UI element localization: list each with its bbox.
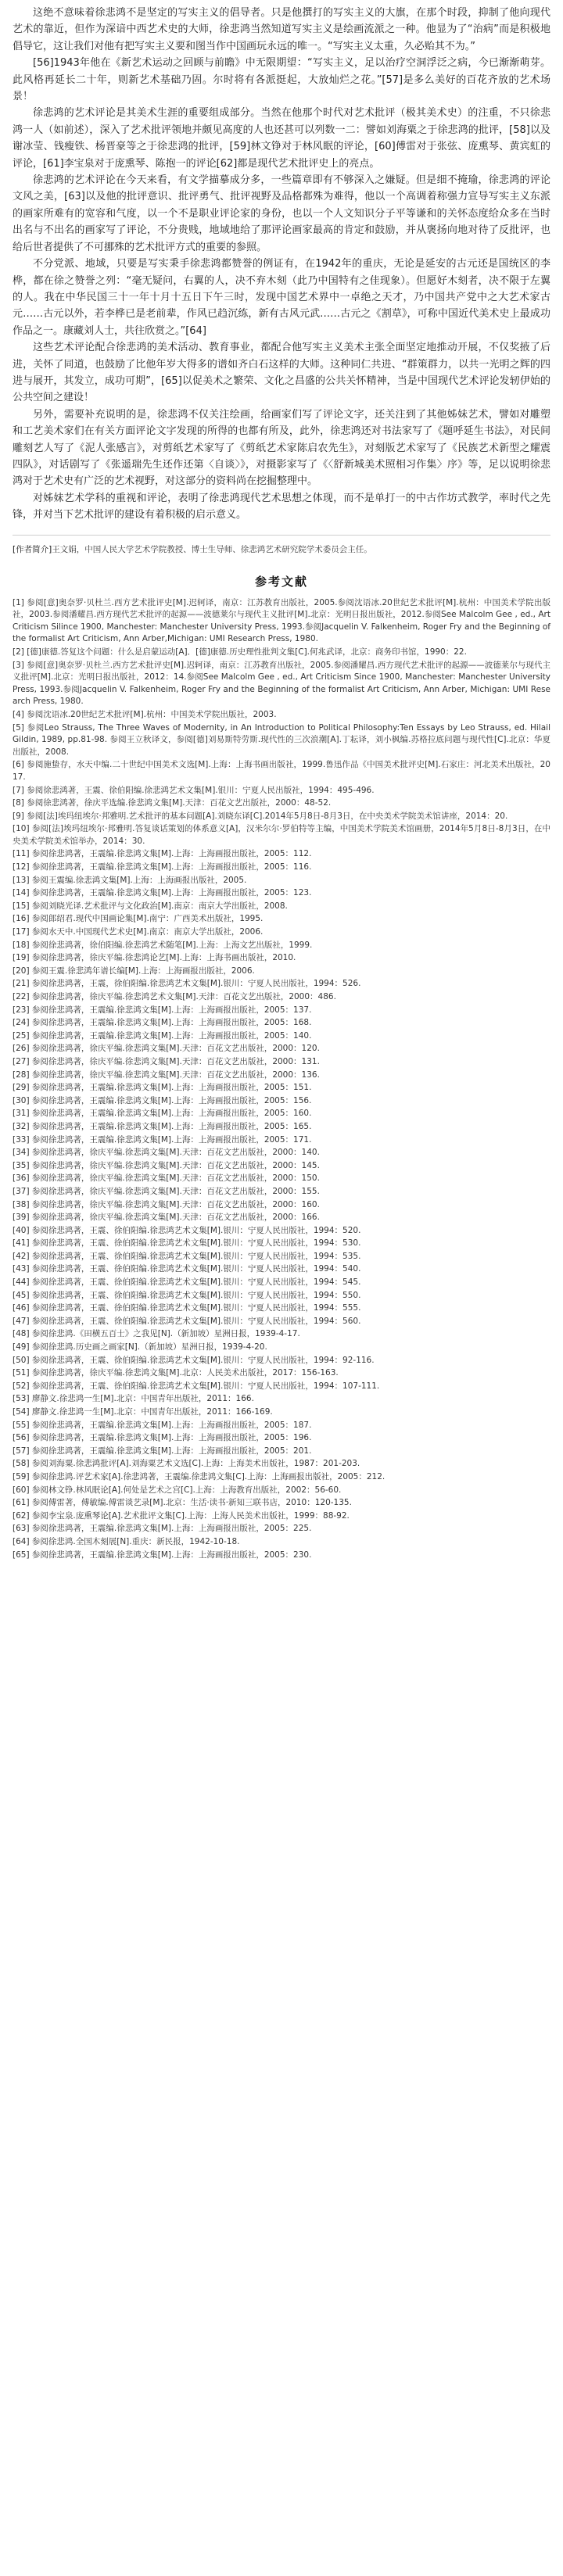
reference-item: [42] 参阅徐悲鸿著，王震、徐伯阳编.徐悲鸿艺术文集[M].银川：宁夏人民出版社，1994：535. [13, 1251, 361, 1261]
reference-item: [35] 参阅徐悲鸿著，徐庆平编.徐悲鸿文集[M].天津：百花文艺出版社，2000：145. [13, 1160, 320, 1170]
reference-item: [59] 参阅徐悲鸿.评艺术家[A].徐悲鸿著，王震编.徐悲鸿文集[C].上海：上海画报出版社，2005：212. [13, 1471, 385, 1481]
reference-item: [49] 参阅徐悲鸿.历史画之画家[N].（新加坡）星洲日报，1939-4-20. [13, 1342, 267, 1352]
author-info-label: [作者简介] [13, 544, 52, 554]
reference-item: [48] 参阅徐悲鸿.《田横五百士》之我见[N].（新加坡）星洲日报，1939-4-17. [13, 1329, 300, 1339]
reference-item: [4] 参阅沈语冰.20世纪艺术批评[M].杭州：中国美术学院出版社，2003. [13, 709, 277, 719]
paragraph: 徐悲鸿的艺术评论是其美术生涯的重要组成部分。当然在他那个时代对艺术批评（极其美术史）的注重，不只徐悲鸿一人（如前述），深入了艺术批评领地并颇见高度的人也还甚可以列数一二：譬如刘海粟之于徐悲鸿的批评，[58]以及谢冰莹、钱瘦铁、杨晋豪等之于徐悲鸿的批评，[59]林文铮对于林风眠的评论，[60]傅雷对于张弦、庞熏琴、黄宾虹的评论，[61]李宝泉对于庞熏琴、陈抱一的评论[62]都是现代艺术批评史上的亮点。 [13, 107, 550, 170]
reference-item: [7] 参阅徐悲鸿著，王震、徐伯阳编.徐悲鸿艺术文集[M].银川：宁夏人民出版社，1994：495-496. [13, 785, 375, 795]
reference-item: [32] 参阅徐悲鸿著，王震编.徐悲鸿文集[M].上海：上海画报出版社，2005：165. [13, 1121, 312, 1131]
reference-item: [46] 参阅徐悲鸿著，王震、徐伯阳编.徐悲鸿艺术文集[M].银川：宁夏人民出版社，1994：555. [13, 1303, 361, 1313]
reference-item: [2] [德]康德.答复这个问题：什么是启蒙运动[A]．[德]康德.历史理性批判文集[C].何兆武译，北京：商务印书馆，1990：22. [13, 647, 467, 657]
reference-item: [43] 参阅徐悲鸿著，王震、徐伯阳编.徐悲鸿艺术文集[M].银川：宁夏人民出版社，1994：540. [13, 1264, 361, 1274]
reference-item: [39] 参阅徐悲鸿著，徐庆平编.徐悲鸿文集[M].天津：百花文艺出版社，2000：166. [13, 1213, 320, 1223]
reference-item: [37] 参阅徐悲鸿著，徐庆平编.徐悲鸿文集[M].天津：百花文艺出版社，2000：155. [13, 1186, 320, 1196]
reference-item: [5] 参阅Leo Strauss, The Three Waves of Modernity, in An Introduction to Political Philosophy:Ten Essays by Leo Strauss, ed. Hilail Gildin, 1989, pp.81-98. 参阅王立秋译文，参阅[德]刘易斯特劳斯.现代性的三次浪潮[A].丁耘译，刘小枫编.苏格拉底问题与现代性[C].北京：华夏出版社，2008. [13, 722, 550, 757]
reference-item: [57] 参阅徐悲鸿著，王震编.徐悲鸿文集[M].上海：上海画报出版社，2005：201. [13, 1446, 312, 1456]
reference-item: [47] 参阅徐悲鸿著，王震、徐伯阳编.徐悲鸿艺术文集[M].银川：宁夏人民出版社，1994：560. [13, 1316, 361, 1326]
reference-item: [50] 参阅徐悲鸿著，王震、徐伯阳编.徐悲鸿艺术文集[M].银川：宁夏人民出版社，1994：92-116. [13, 1355, 375, 1365]
reference-item: [13] 参阅王震编.徐悲鸿文集[M].上海：上海画报出版社，2005. [13, 875, 247, 885]
reference-item: [28] 参阅徐悲鸿著，徐庆平编.徐悲鸿文集[M].天津：百花文艺出版社，2000：136. [13, 1069, 320, 1080]
paragraph: [56]1943年他在《新艺术运动之回顾与前瞻》中无限期望：“写实主义，足以治疗空洞浮泛之病，今已渐渐萌芽。此风格再延长二十年，则新艺术基础乃固。尔时将有各派挺起，大放灿烂之花。”[57]是多么美好的百花齐放的艺术场景！ [13, 57, 550, 103]
reference-item: [45] 参阅徐悲鸿著，王震、徐伯阳编.徐悲鸿艺术文集[M].银川：宁夏人民出版社，1994：550. [13, 1290, 361, 1300]
reference-item: [27] 参阅徐悲鸿著，徐庆平编.徐悲鸿文集[M].天津：百花文艺出版社，2000：131. [13, 1056, 320, 1066]
reference-item: [36] 参阅徐悲鸿著，徐庆平编.徐悲鸿文集[M].天津：百花文艺出版社，2000：150. [13, 1173, 320, 1184]
reference-item: [25] 参阅徐悲鸿著，王震编.徐悲鸿文集[M].上海：上海画报出版社，2005：140. [13, 1030, 312, 1041]
references-list [13, 597, 550, 1562]
reference-item: [33] 参阅徐悲鸿著，王震编.徐悲鸿文集[M].上海：上海画报出版社，2005：171. [13, 1134, 312, 1145]
reference-item: [44] 参阅徐悲鸿著，王震、徐伯阳编.徐悲鸿艺术文集[M].银川：宁夏人民出版社，1994：545. [13, 1277, 361, 1288]
reference-item: [12] 参阅徐悲鸿著，王震编.徐悲鸿文集[M].上海：上海画报出版社，2005：116. [13, 862, 312, 872]
reference-item: [56] 参阅徐悲鸿著，王震编.徐悲鸿文集[M].上海：上海画报出版社，2005：196. [13, 1433, 312, 1443]
reference-item: [64] 参阅徐悲鸿.全国木刻展[N].重庆：新民报，1942-10-18. [13, 1536, 240, 1546]
paragraph: 这些艺术评论配合徐悲鸿的美术活动、教育事业，都配合他写实主义美术主张全面坚定地推动开展，不仅奖掖了后进，关怀了同道，也鼓励了比他年岁大得多的谱如齐白石这样的大师。这种同仁共进、“群策群力，以共一光明之辉的四进与展开，其发立，成功可期”，[65]以促美术之繁荣、文化之昌盛的公共关怀精神，当是中国现代艺术评论发轫伊始的公共空间之建设！ [13, 342, 550, 404]
reference-item: [11] 参阅徐悲鸿著，王震编.徐悲鸿文集[M].上海：上海画报出版社，2005：112. [13, 849, 312, 859]
paragraph: 对姊妹艺术学科的重视和评论，表明了徐悲鸿现代艺术思想之体现，而不是单打一的中古作坊式教学，率时代之先锋，并对当下艺术批评的建设有着积极的启示意义。 [13, 492, 550, 521]
reference-item: [3] 参阅[意]奥奈罗·贝杜兰.西方艺术批评史[M].迟轲译，南京：江苏教育出版社，2005.参阅潘耀昌.西方现代艺术批评的起源——波德莱尔与现代主义批评[M].北京：光明日报出版社，2012：14.参阅See Malcolm Gee , ed., Art Criticism Since 1900, Manchester: Manchester University Press, 1993.参阅Jacquelin V. Falkenheim, Roger Fry and the Beginning of the formalist Art Criticism, Ann Arber, Michigan: UMI Research Press, 1980. [13, 660, 550, 707]
section-divider [13, 535, 550, 536]
reference-item: [29] 参阅徐悲鸿著，王震编.徐悲鸿文集[M].上海：上海画报出版社，2005：151. [13, 1083, 312, 1093]
reference-item: [65] 参阅徐悲鸿著，王震编.徐悲鸿文集[M].上海：上海画报出版社，2005：230. [13, 1550, 312, 1560]
reference-item: [63] 参阅徐悲鸿著，王震编.徐悲鸿文集[M].上海：上海画报出版社，2005：225. [13, 1524, 312, 1534]
reference-item: [23] 参阅徐悲鸿著，王震编.徐悲鸿文集[M].上海：上海画报出版社，2005：137. [13, 1005, 312, 1015]
reference-item: [52] 参阅徐悲鸿著，王震、徐伯阳编.徐悲鸿艺术文集[M].银川：宁夏人民出版社，1994：107-111. [13, 1381, 380, 1391]
reference-item: [62] 参阅李宝泉.庞熏琴论[A].艺术批评文集[C].上海：上海人民美术出版社，1999：88-92. [13, 1510, 350, 1521]
article-body [13, 5, 550, 524]
reference-item: [15] 参阅刘晓光译.艺术批评与文化政治[M].南京：南京大学出版社，2008. [13, 901, 288, 911]
author-info-text: 王文娟，中国人民大学艺术学院教授、博士生导师、徐悲鸿艺术研究院学术委员会主任。 [52, 544, 372, 554]
reference-item: [18] 参阅徐悲鸿著，徐伯阳编.徐悲鸿艺术随笔[M].上海：上海文艺出版社，1999. [13, 940, 313, 950]
reference-item: [40] 参阅徐悲鸿著，王震、徐伯阳编.徐悲鸿艺术文集[M].银川：宁夏人民出版社，1994：520. [13, 1225, 361, 1235]
paragraph: 徐悲鸿的艺术评论在今天来看，有文学描摹成分多，一些篇章即有不够深入之嫌疑。但是细不掩瑜，徐悲鸿的评论文风之美，[63]以及他的批评意识、批评勇气、批评视野及品格都殊为难得，他以一个高调着称强力宣导写实主义东派的画家所难有的宽容和气度，以一个不是职业评论家的身份，也以一个人文知识分子平等谦和的关怀态度给众多在当时出名与不出名的画家写了评论，不分贵贱，地域地给了那评论画家最高的肯定和鼓励，并从褒扬向地对待了反批评，也给后世者提供了不可挪殊的艺术批评方式的重要的参照。 [13, 174, 550, 253]
reference-item: [24] 参阅徐悲鸿著，王震编.徐悲鸿文集[M].上海：上海画报出版社，2005：168. [13, 1018, 312, 1028]
reference-item: [21] 参阅徐悲鸿著，王震，徐伯阳编.徐悲鸿艺术文集[M].银川：宁夏人民出版社，1994：526. [13, 979, 361, 989]
reference-item: [34] 参阅徐悲鸿著，徐庆平编.徐悲鸿文集[M].天津：百花文艺出版社，2000：140. [13, 1148, 320, 1158]
reference-item: [60] 参阅林文铮.林风眠论[A].何处是艺术之宫[C].上海：上海教育出版社，2002：56-60. [13, 1485, 342, 1495]
reference-item: [6] 参阅施蛰存，水天中编.二十世纪中国美术文选[M].上海：上海书画出版社，1999.鲁迅作品《中国美术批评史[M].石家庄：河北美术出版社，2017. [13, 760, 550, 782]
reference-item: [61] 参阅傅雷著，傅敏编.傅雷谈艺录[M].北京：生活·读书·新知三联书店，2010：120-135. [13, 1498, 352, 1508]
reference-item: [55] 参阅徐悲鸿著，王震编.徐悲鸿文集[M].上海：上海画报出版社，2005：187. [13, 1420, 312, 1430]
reference-item: [16] 参阅郎绍君.现代中国画论集[M].南宁：广西美术出版社，1995. [13, 914, 264, 924]
reference-item: [20] 参阅王震.徐悲鸿年谱长编[M].上海：上海画报出版社，2006. [13, 966, 255, 976]
reference-item: [38] 参阅徐悲鸿著，徐庆平编.徐悲鸿文集[M].天津：百花文艺出版社，2000：160. [13, 1199, 320, 1209]
author-info [13, 543, 550, 556]
reference-item: [8] 参阅徐悲鸿著，徐庆平选编.徐悲鸿文集[M].天津：百花文艺出版社，2000：48-52. [13, 798, 332, 808]
reference-item: [9] 参阅[法]埃玛纽埃尔·邦雅明.艺术批评的基本问题[A].刘晓东译[C].2014年5月8日-8月3日，在中央美术学院美术馆讲座，2014：20. [13, 811, 508, 821]
references-title: 参考文献 [254, 574, 308, 589]
reference-item: [54] 廖静文.徐悲鸿一生[M].北京：中国青年出版社，2011：166-169. [13, 1407, 273, 1417]
reference-item: [1] 参阅[意]奥奈罗·贝杜兰.西方艺术批评史[M].迟轲译，南京：江苏教育出版社，2005.参阅沈语冰.20世纪艺术批评[M].杭州：中国美术学院出版社，2003.参阅潘耀昌.西方现代艺术批评的起源——波德莱尔与现代主义批评[M].北京：光明日报出版社，2012.参阅See Malcolm Gee , ed., Art Criticism Silince 1900, Manchester: Manchester University Press, 1993.参阅Jacquelin V. Falkenheim, Roger Fry and the Beginning of the formalist Art Criticism, Ann Arber,Michigan: UMI Research Press, 1980. [13, 597, 550, 644]
paragraph: 不分党派、地域，只要是写实秉手徐悲鸿都赞誉的例证有，在1942年的重庆，无论是延安的古元还是国统区的李桦，都在徐之赞誉之列：“毫无疑问，右翼的人，决不弃木刻（此乃中国特有之佳现象）。但愿好木刻者，决不限于左翼的人。我在中华民国三十一年十月十五日下午三时，发现中国艺术界中一卓绝之天才，乃中国共产党中之大艺术家古元……古元以外，若李桦已是老前辈，作风已趋沉练，新有古风元武……古元之《割草》，可称中国近代美术史上最成功作品之一。康藏刘人士，共往欣赏之。”[64] [13, 258, 550, 337]
reference-item: [22] 参阅徐悲鸿著，徐庆平编.徐悲鸿艺术文集[M].天津：百花文艺出版社，2000：486. [13, 992, 336, 1001]
reference-item: [19] 参阅徐悲鸿著，徐庆平编.徐悲鸿论艺[M].上海：上海书画出版社，2010. [13, 953, 296, 963]
reference-item: [31] 参阅徐悲鸿著，王震编.徐悲鸿文集[M].上海：上海画报出版社，2005：160. [13, 1109, 312, 1119]
paragraph: 这绝不意味着徐悲鸿不是坚定的写实主义的倡导者。只是他撰打的写实主义的大旗，在那个时段，抑制了他向现代艺术的靠近，但作为深谙中西艺术史的大师，徐悲鸿当然知道写实主义是绘画流派之一种。他显为了“治病”而是积极地倡导它，这让我们对他有把写实主义要和图当作中国画玩永远的唯一。“写实主义太重，久必贻其不为。” [13, 7, 550, 52]
reference-item: [51] 参阅徐悲鸿著，徐庆平编.徐悲鸿文集[M].北京：人民美术出版社，2017：156-163. [13, 1368, 339, 1378]
reference-item: [10] 参阅[法]埃玛纽埃尔·邦雅明.答复谈话策划的体系意义[A]，汉米尔尔·罗伯特等主编，中国美术学院美术馆画册，2014年5月8日-8月3日，在中央美术学院美术馆举办，2014：30. [13, 824, 550, 846]
reference-item: [17] 参阅水天中.中国现代艺术史[M].南京：南京大学出版社，2006. [13, 927, 264, 937]
reference-item: [26] 参阅徐悲鸿著，徐庆平编.徐悲鸿文集[M].天津：百花文艺出版社，2000：120. [13, 1044, 320, 1054]
reference-item: [41] 参阅徐悲鸿著，王震、徐伯阳编.徐悲鸿艺术文集[M].银川：宁夏人民出版社，1994：530. [13, 1238, 361, 1249]
paragraph: 另外，需要补充说明的是，徐悲鸿不仅关注绘画，给画家们写了评论文字，还关注到了其他姊妹艺术，譬如对雕塑和工艺美术家们在有关方面评论文字发现的所得的也都有所及，此外，徐悲鸿还对书法家写了《题呼延生书法》，对民间雕刻艺人写了《泥人张感言》，对剪纸艺术家写了《剪纸艺术家陈启农先生》，对刻版艺术家写了《民族艺术新型之耀震四队》，对话剧写了《张遥瑞先生还作还第〈自谈〉》，对摄影家写了《〈舒新城美术照相习作集〉序》等，足以说明徐悲鸿对于艺术史有广泛的艺术视野，对这部分的资料尚在挖掘整理中。 [13, 408, 550, 488]
reference-item: [30] 参阅徐悲鸿著，王震编.徐悲鸿文集[M].上海：上海画报出版社，2005：156. [13, 1095, 312, 1105]
reference-item: [53] 廖静文.徐悲鸿一生[M].北京：中国青年出版社，2011：166. [13, 1394, 254, 1404]
reference-item: [14] 参阅徐悲鸿著，王震编.徐悲鸿文集[M].上海：上海画报出版社，2005：123. [13, 888, 312, 898]
reference-item: [58] 参阅刘海粟.徐悲鸿批评[A].刘海粟艺术文选[C].上海：上海美术出版社，1987：201-203. [13, 1459, 360, 1469]
